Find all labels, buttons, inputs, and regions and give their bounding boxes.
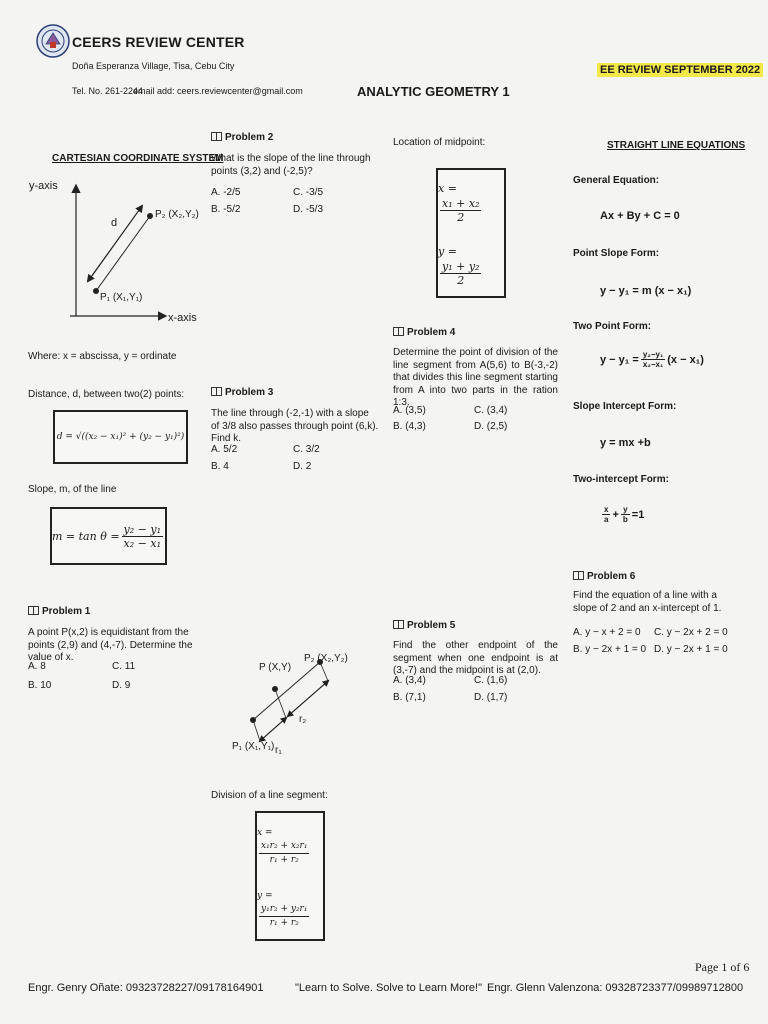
problem6-title [573,571,635,584]
slope-label: Slope, m, of the line [28,484,117,495]
point-p1-label: P₁ (X₁,Y₁) [100,292,143,303]
point-slope-label: Point Slope Form: [573,248,660,259]
mid-x-numerator: x₁ + x₂ [442,197,480,210]
mid-x-fraction [440,197,481,224]
slope-fraction [122,523,163,550]
problem6-option-a: A. y − x + 2 = 0 [573,627,641,638]
problem1-title [28,606,90,619]
cartesian-heading: CARTESIAN COORDINATE SYSTEM [52,153,224,164]
problem2-title [211,132,273,145]
problem2-title-text: Problem 2 [225,132,274,143]
division-formula-box [255,811,325,941]
div-y-numerator: y₁r₂ + y₂r₁ [259,903,309,917]
problem3-option-a: A. 5/2 [211,444,238,455]
problem5-option-b: B. (7,1) [393,692,426,703]
div-y-lhs: y = [257,891,273,901]
division-x-formula [257,822,323,867]
x-axis-label: x-axis [168,312,197,324]
two-point-fraction [641,350,665,369]
problem5-text: Find the other endpoint of the segment when one endpoint is at (3,-7) and the midpoint is at (2,0). [393,640,558,676]
slope-intercept-label: Slope Intercept Form: [573,401,677,412]
book-icon [211,132,222,141]
problem1-option-a: A. 8 [28,661,46,672]
division-label: Division of a line segment: [211,790,328,801]
mid-y-numerator: y₁ + y₂ [442,260,480,273]
problem2-text: What is the slope of the line through points (3,2) and (-2,5)? [211,153,371,177]
mid-x-denominator: 2 [457,211,465,224]
org-tel: Tel. No. 261-2244 [72,86,144,96]
two-intercept-plus: + [612,508,619,521]
problem4-option-c: C. (3,4) [474,405,508,416]
two-intercept-x-den: a [604,515,609,524]
div-y-denominator: r₁ + r₂ [269,918,299,928]
problem5-option-c: C. (1,6) [474,675,508,686]
two-intercept-y-num: y [623,505,628,514]
div-point-p-label: P (X,Y) [259,662,292,673]
two-intercept-label: Two-intercept Form: [573,474,669,485]
mid-x-lhs: x = [438,182,457,195]
div-x-fraction [259,840,309,867]
footer-right-contact: Engr. Glenn Valenzona: 09328723377/09989712800 [487,982,744,994]
book-icon [28,606,39,615]
point-p2-label: P₂ (X₂,Y₂) [155,209,199,220]
div-point-p2-label: P₂ (X₂,Y₂) [304,653,348,664]
mid-y-denominator: 2 [457,274,465,287]
problem4-title-text: Problem 4 [407,327,456,338]
general-label: General Equation: [573,175,660,186]
two-point-denominator: x₂−x₁ [642,360,664,369]
distance-label: Distance, d, between two(2) points: [28,389,185,400]
general-equation: Ax + By + C = 0 [600,210,680,222]
problem4-option-b: B. (4,3) [393,421,426,432]
problem1-option-c: C. 11 [112,661,136,672]
review-badge [597,64,763,76]
slope-lhs: m = tan θ = [52,529,120,543]
midpoint-formula-box [436,168,506,298]
two-intercept-x-fraction [602,505,610,524]
book-icon [211,387,222,396]
distance-formula: d = √((x₂ − x₁)² + (y₂ − y₁)²) [56,432,185,442]
div-y-fraction [259,903,309,930]
two-point-equation [600,350,704,369]
problem1-title-text: Problem 1 [42,606,91,617]
problem2-option-c: C. -3/5 [293,187,324,198]
problem3-option-b: B. 4 [211,461,229,472]
problem6-option-d: D. y − 2x + 1 = 0 [654,644,728,655]
slope-formula-box [50,507,167,565]
problem4-title [393,327,455,340]
problem1-option-b: B. 10 [28,680,52,691]
problem3-title-text: Problem 3 [225,387,274,398]
midpoint-y-formula [438,242,504,287]
two-point-lhs: y − y₁ = [600,353,639,366]
book-icon [393,620,404,629]
div-r1-label: r₁ [275,745,282,756]
problem3-title [211,387,273,400]
mid-y-fraction [440,260,481,287]
two-intercept-equation [600,505,644,524]
problem4-text: Determine the point of division of the line segment from A(5,6) to B(-3,-2) that divides this line segment starting from A into two parts in the ration 1:3. [393,347,558,408]
problem6-option-b: B. y − 2x + 1 = 0 [573,644,647,655]
distance-formula-box [53,410,188,464]
org-name: CEERS REVIEW CENTER [72,34,245,50]
problem5-title [393,620,455,633]
y-axis-label: y-axis [29,180,58,192]
book-icon [573,571,584,580]
problem6-option-c: C. y − 2x + 2 = 0 [654,627,728,638]
two-intercept-y-den: b [622,515,628,524]
div-x-numerator: x₁r₂ + x₂r₁ [259,840,309,854]
midpoint-x-formula [438,179,504,224]
org-address: Doña Esperanza Village, Tisa, Cebu City [72,61,235,71]
problem3-option-c: C. 3/2 [293,444,320,455]
problem5-option-d: D. (1,7) [474,692,508,703]
div-point-p1-label: P₁ (X₁,Y₁) [232,741,275,752]
footer-left-contact: Engr. Genry Oñate: 09323728227/09178164901 [28,982,264,994]
two-intercept-rhs: =1 [631,508,645,521]
problem6-text: Find the equation of a line with a slope of 2 and an x-intercept of 1. [573,590,722,614]
where-note: Where: x = abscissa, y = ordinate [28,351,177,362]
problem3-option-d: D. 2 [293,461,312,472]
two-point-numerator: y₂−y₁ [642,350,664,359]
division-y-formula [257,885,323,930]
problem4-option-a: A. (3,5) [393,405,426,416]
mid-y-lhs: y = [438,245,457,258]
problem4-option-d: D. (2,5) [474,421,508,432]
div-x-denominator: r₁ + r₂ [269,855,299,865]
slope-denominator: x₂ − x₁ [123,536,161,550]
page-number: Page 1 of 6 [695,960,750,974]
problem5-option-a: A. (3,4) [393,675,426,686]
div-r2-label: r₂ [299,714,307,725]
problem1-text: A point P(x,2) is equidistant from the points (2,9) and (4,-7). Determine the value of x. [28,627,193,663]
slope-intercept-equation: y = mx +b [600,437,651,449]
problem2-option-b: B. -5/2 [211,204,241,215]
problem2-option-d: D. -5/3 [293,204,324,215]
problem1-option-d: D. 9 [112,680,131,691]
div-x-lhs: x = [257,828,273,838]
problem2-option-a: A. -2/5 [211,187,241,198]
two-intercept-y-fraction [621,505,630,524]
logo [36,24,70,58]
book-icon [393,327,404,336]
slope-numerator: y₂ − y₁ [123,522,161,536]
straight-line-heading: STRAIGHT LINE EQUATIONS [607,140,746,151]
problem5-title-text: Problem 5 [407,620,456,631]
review-badge-text: EE REVIEW SEPTEMBER 2022 [597,63,763,77]
two-point-rhs: (x − x₁) [667,353,704,366]
org-email: email add: ceers.reviewcenter@gmail.com [133,86,303,96]
distance-d-label: d [111,217,118,229]
problem6-title-text: Problem 6 [587,571,636,582]
two-point-label: Two Point Form: [573,321,652,332]
page-title: ANALYTIC GEOMETRY 1 [357,84,510,99]
point-slope-equation: y − y₁ = m (x − x₁) [600,285,692,297]
two-intercept-x-num: x [604,505,609,514]
problem3-text: The line through (-2,-1) with a slope of 3/8 also passes through point (6,k). Find k. [211,408,379,444]
midpoint-label: Location of midpoint: [393,137,486,148]
footer-motto: "Learn to Solve. Solve to Learn More!" [295,982,482,994]
